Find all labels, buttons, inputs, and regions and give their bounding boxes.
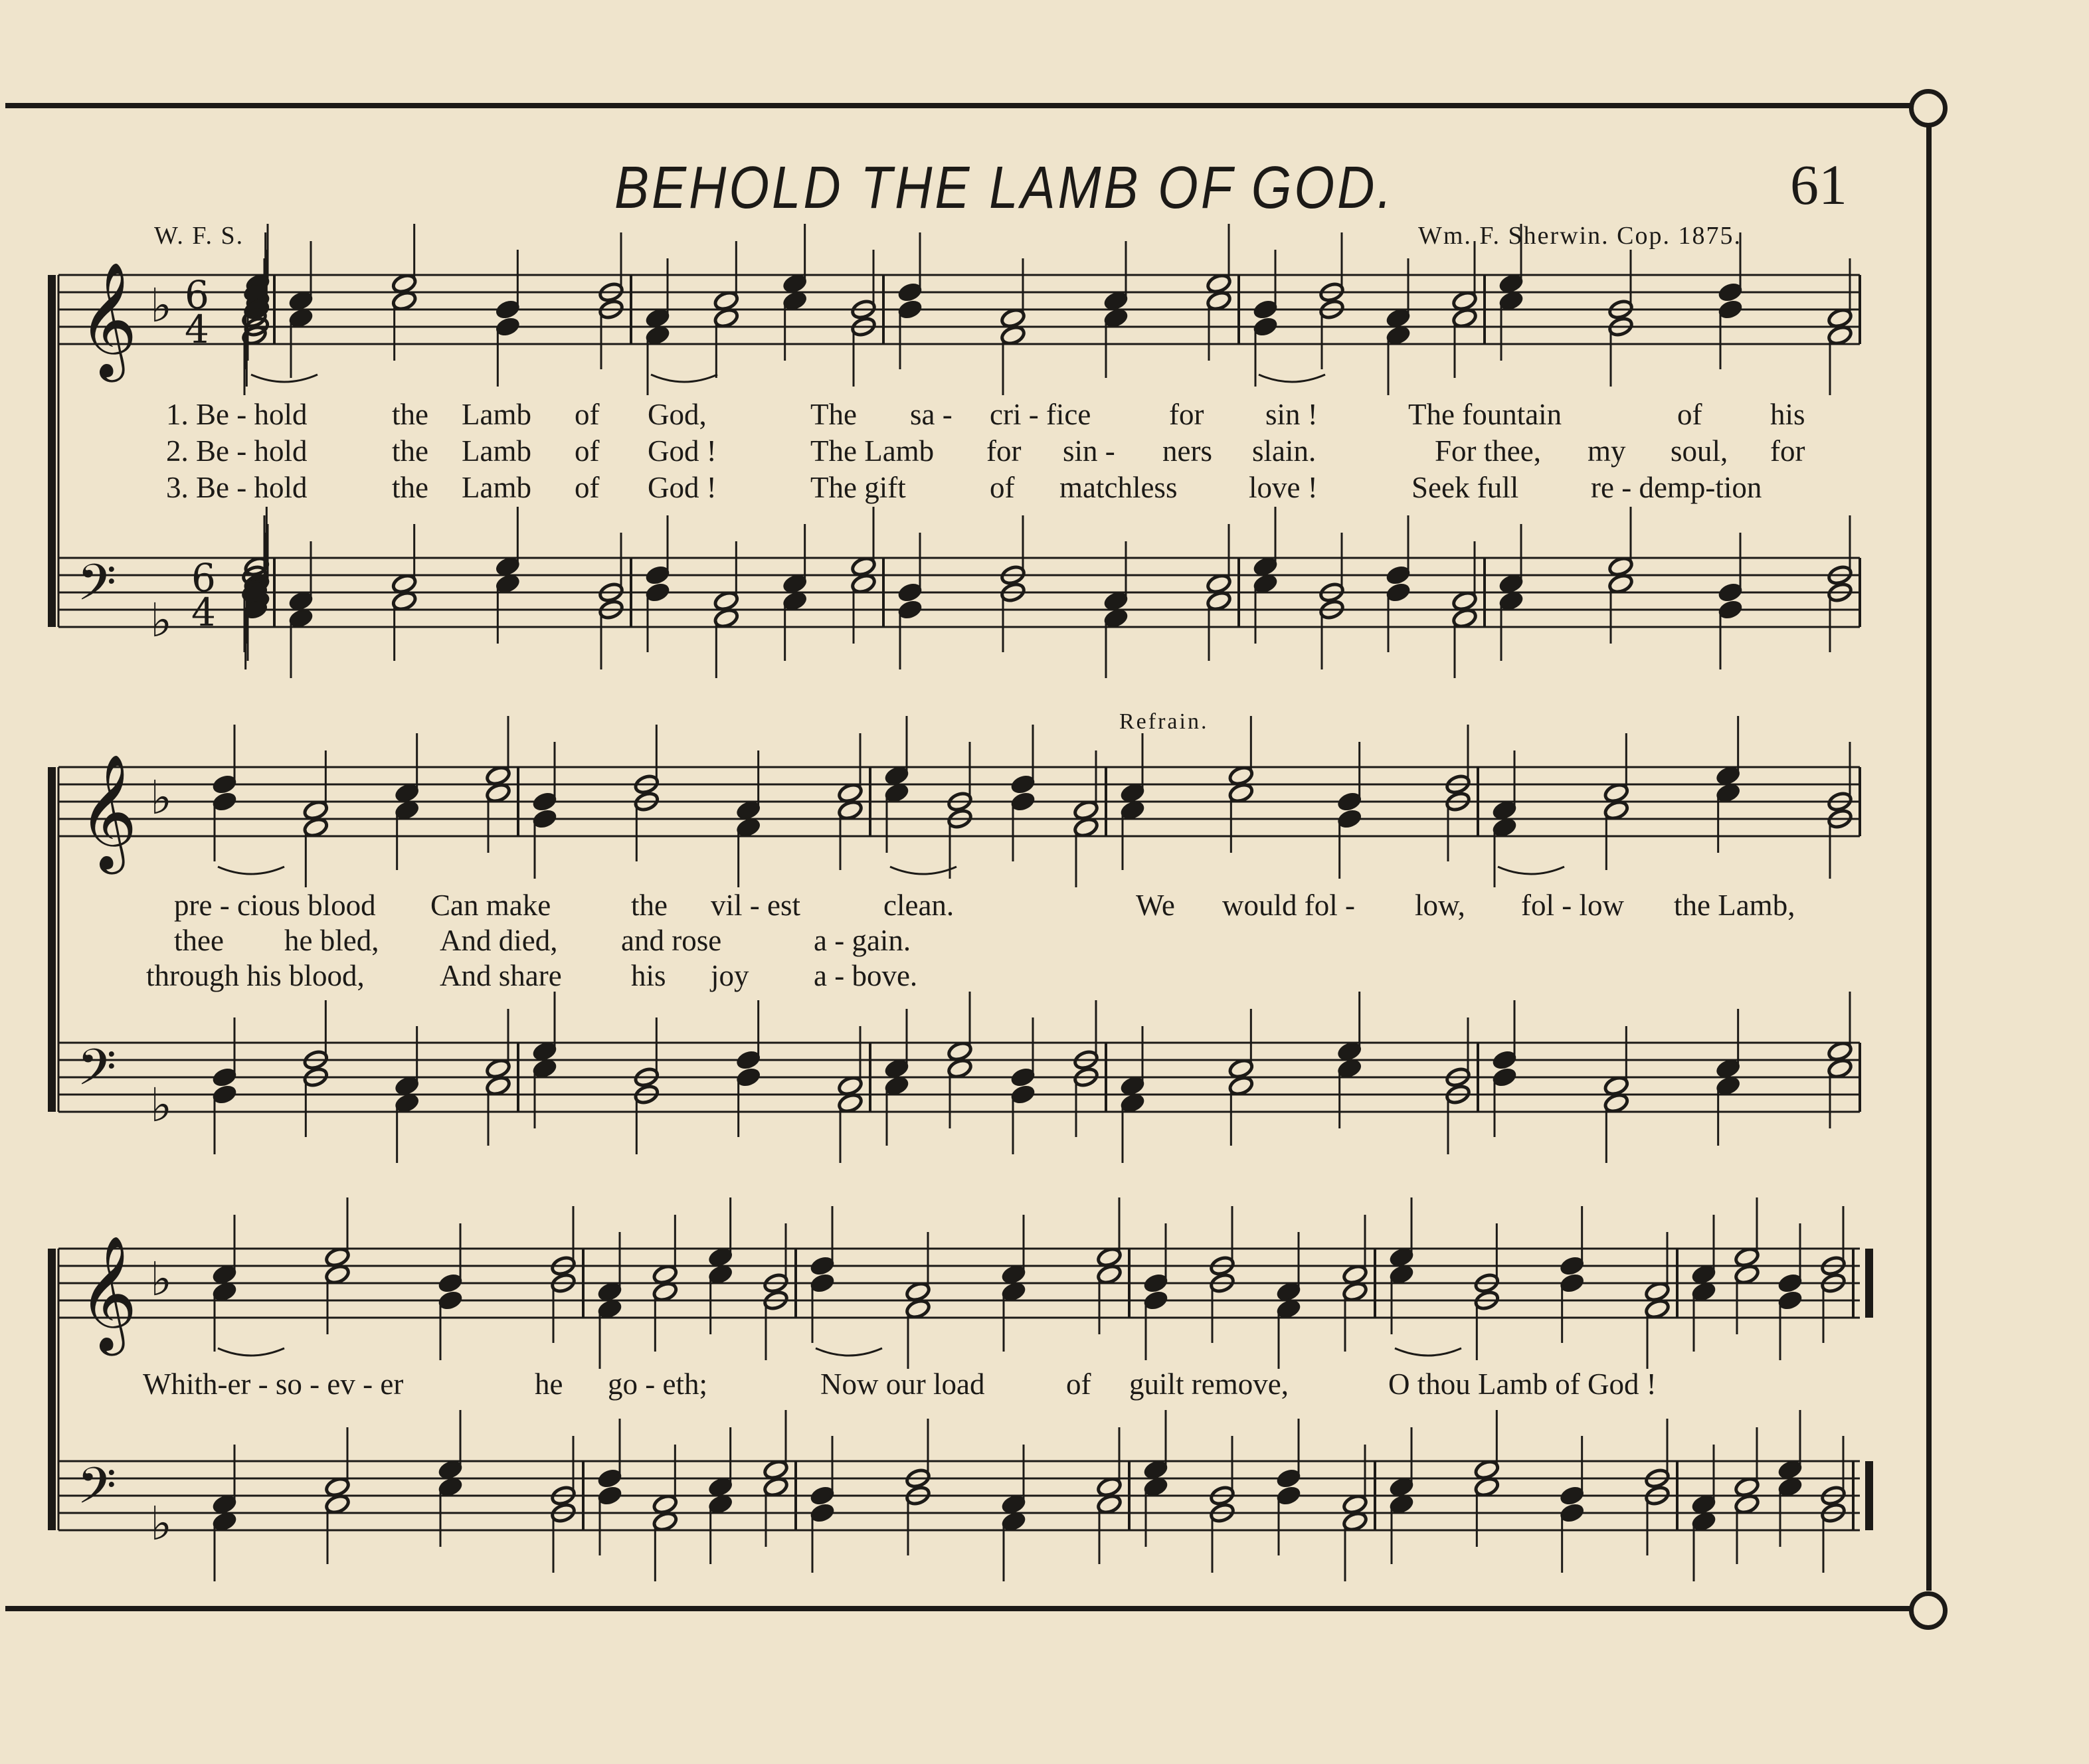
lyric-syllable: clean. <box>883 889 954 922</box>
slur <box>890 867 956 874</box>
lyric-syllable: of <box>575 398 600 431</box>
time-signature: 6 <box>185 272 209 317</box>
lyric-syllable: 3. Be - hold <box>166 471 308 504</box>
slur <box>1498 867 1564 874</box>
slur <box>218 867 284 874</box>
lyric-syllable: guilt remove, <box>1129 1367 1289 1401</box>
lyric-syllable: for <box>1169 398 1204 431</box>
slur <box>1395 1348 1461 1356</box>
lyric-syllable: cri - fice <box>990 398 1091 431</box>
lyric-syllable: through his blood, <box>146 959 365 992</box>
flat-sign: ♭ <box>150 593 173 648</box>
lyric-syllable: Lamb <box>462 398 531 431</box>
lyric-syllable: low, <box>1415 889 1465 922</box>
page-number: 61 <box>1790 153 1847 217</box>
lyric-syllable: soul, <box>1671 434 1728 468</box>
lyric-syllable: the <box>392 398 428 431</box>
lyric-syllable: and rose <box>621 924 722 957</box>
lyric-syllable: a - gain. <box>814 924 911 957</box>
bass-clef-icon: 𝄢 <box>77 553 117 624</box>
lyric-syllable: thee <box>174 924 224 957</box>
lyric-syllable: would fol - <box>1222 889 1355 922</box>
lyric-syllable: sin - <box>1063 434 1115 468</box>
lyric-syllable: of <box>990 471 1015 504</box>
treble-clef-icon: 𝄞 <box>78 1235 137 1351</box>
lyric-syllable: he bled, <box>284 924 379 957</box>
flat-sign: ♭ <box>150 1496 173 1551</box>
lyric-syllable: The Lamb <box>810 434 935 468</box>
lyric-syllable: We <box>1136 889 1175 922</box>
lyricist-credit: W. F. S. <box>154 222 244 250</box>
lyric-syllable: The gift <box>810 471 906 504</box>
flat-sign: ♭ <box>150 770 173 825</box>
lyric-syllable: Whith-er - so - ev - er <box>143 1367 404 1401</box>
lyric-syllable: ners <box>1162 434 1212 468</box>
treble-clef-icon: 𝄞 <box>78 262 137 377</box>
slur <box>816 1348 882 1356</box>
time-signature: 4 <box>191 590 216 635</box>
lyric-syllable: sa - <box>910 398 953 431</box>
lyric-syllable: for <box>986 434 1022 468</box>
lyric-syllable: 2. Be - hold <box>166 434 308 468</box>
lyric-syllable: Now our load <box>820 1367 985 1401</box>
lyric-syllable: matchless <box>1059 471 1178 504</box>
lyric-syllable: The fountain <box>1408 398 1562 431</box>
hymn-title: BEHOLD THE LAMB OF GOD. <box>614 153 1395 221</box>
slur <box>251 375 318 382</box>
lyric-syllable: fol - low <box>1521 889 1624 922</box>
lyric-syllable: of <box>575 434 600 468</box>
lyric-syllable: Lamb <box>462 434 531 468</box>
lyric-syllable: his <box>1770 398 1805 431</box>
lyric-syllable: And share <box>440 959 562 992</box>
time-signature: 6 <box>191 555 216 600</box>
lyric-syllable: of <box>1066 1367 1091 1401</box>
lyric-syllable: he <box>535 1367 563 1401</box>
lyric-syllable: his <box>631 959 666 992</box>
lyric-syllable: The <box>810 398 857 431</box>
lyric-syllable: of <box>575 471 600 504</box>
lyric-syllable: O thou Lamb of God ! <box>1388 1367 1657 1401</box>
composer-credit: Wm. F. Sherwin. Cop. 1875. <box>1418 222 1742 250</box>
lyric-syllable: And died, <box>440 924 558 957</box>
system-bracket <box>48 767 56 1112</box>
lyric-syllable: God ! <box>648 471 717 504</box>
lyric-syllable: go - eth; <box>608 1367 707 1401</box>
time-signature: 4 <box>185 307 209 352</box>
lyric-syllable: joy <box>711 959 749 992</box>
lyric-syllable: For thee, <box>1435 434 1541 468</box>
lyric-syllable: Lamb <box>462 471 531 504</box>
lyric-syllable: Seek full <box>1411 471 1519 504</box>
slur <box>651 375 717 382</box>
lyric-syllable: the <box>631 889 668 922</box>
treble-clef-icon: 𝄞 <box>78 754 137 869</box>
system-bracket <box>48 1249 56 1530</box>
lyric-syllable: 1. Be - hold <box>166 398 308 431</box>
lyric-syllable: re - demp-tion <box>1591 471 1762 504</box>
lyric-syllable: the Lamb, <box>1674 889 1795 922</box>
slur <box>218 1348 284 1356</box>
lyric-syllable: God ! <box>648 434 717 468</box>
bass-clef-icon: 𝄢 <box>77 1038 117 1109</box>
final-bar <box>1865 1461 1873 1530</box>
lyric-syllable: vil - est <box>711 889 800 922</box>
flat-sign: ♭ <box>150 1078 173 1132</box>
lyric-syllable: God, <box>648 398 707 431</box>
lyric-syllable: the <box>392 471 428 504</box>
lyric-syllable: for <box>1770 434 1805 468</box>
lyric-syllable: of <box>1677 398 1702 431</box>
lyric-syllable: a - bove. <box>814 959 918 992</box>
lyric-syllable: the <box>392 434 428 468</box>
slur <box>1259 375 1325 382</box>
lyric-syllable: sin ! <box>1265 398 1318 431</box>
lyric-syllable: Can make <box>430 889 551 922</box>
refrain-label: Refrain. <box>1119 709 1209 734</box>
lyric-syllable: my <box>1588 434 1626 468</box>
flat-sign: ♭ <box>150 278 173 333</box>
final-bar <box>1865 1249 1873 1318</box>
lyric-syllable: love ! <box>1249 471 1318 504</box>
flat-sign: ♭ <box>150 1252 173 1306</box>
lyric-syllable: pre - cious blood <box>174 889 376 922</box>
system-bracket <box>48 275 56 627</box>
lyric-syllable: slain. <box>1252 434 1317 468</box>
bass-clef-icon: 𝄢 <box>77 1456 117 1528</box>
